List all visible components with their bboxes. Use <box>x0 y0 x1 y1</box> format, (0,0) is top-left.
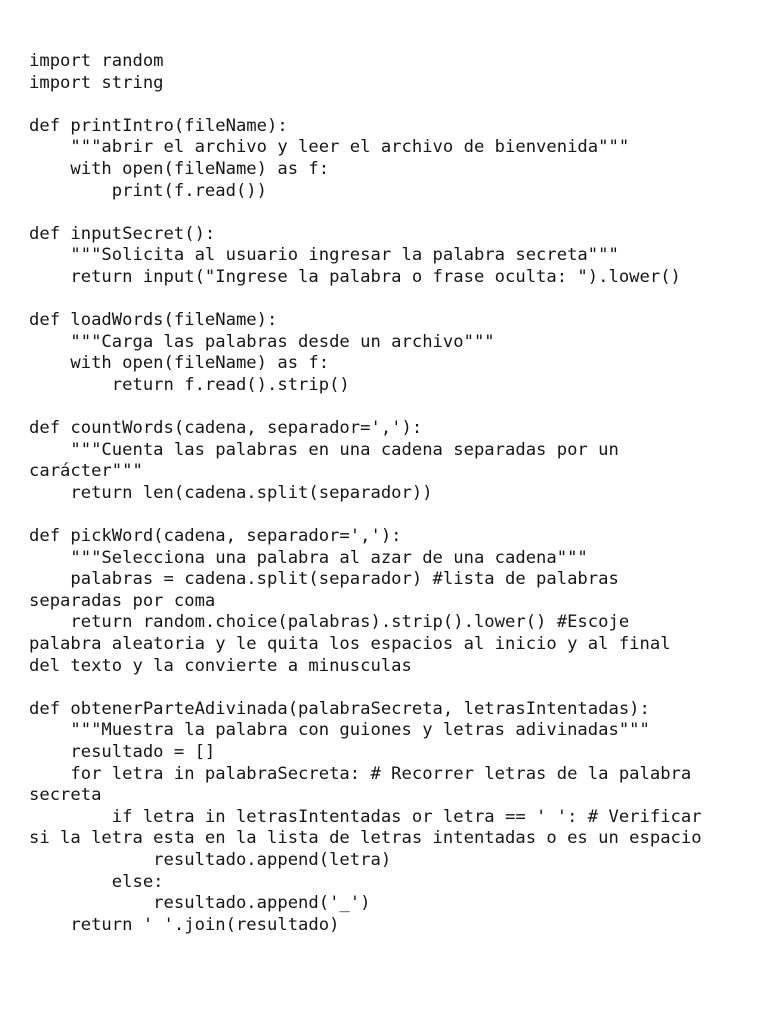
code-line: """Muestra la palabra con guiones y letras adivinadas""" <box>29 720 650 741</box>
code-listing <box>29 51 748 936</box>
code-line <box>29 202 748 224</box>
code-line: import random <box>29 51 164 71</box>
code-line <box>29 504 748 526</box>
code-line: return len(cadena.split(separador)) <box>29 482 433 503</box>
code-line: palabras = cadena.split(separador) #lista de palabras <box>29 569 619 590</box>
code-line: def printIntro(fileName): <box>29 115 288 136</box>
code-line: def obtenerParteAdivinada(palabraSecreta, letrasIntentadas): <box>29 698 650 719</box>
code-line: """Selecciona una palabra al azar de una cadena""" <box>29 547 588 568</box>
code-line: resultado = [] <box>29 742 216 762</box>
code-line: palabra aleatoria y le quita los espacios al inicio y al final <box>29 634 671 655</box>
code-line: with open(fileName) as f: <box>29 158 330 179</box>
code-line: def countWords(cadena, separador=','): <box>29 418 423 439</box>
code-line: separadas por coma <box>29 590 216 611</box>
code-line <box>29 289 748 311</box>
code-line <box>29 397 748 419</box>
code-line: if letra in letrasIntentadas or letra == ' ': # Verificar <box>29 806 702 827</box>
code-line: for letra in palabraSecreta: # Recorrer letras de la palabra <box>29 763 692 784</box>
code-line: si la letra esta en la lista de letras intentadas o es un espacio <box>29 828 702 849</box>
code-line <box>29 94 748 116</box>
code-line: """Cuenta las palabras en una cadena separadas por un <box>29 439 619 460</box>
code-line: resultado.append(letra) <box>29 849 392 870</box>
code-line: carácter""" <box>29 461 143 482</box>
code-line: return ' '.join(resultado) <box>29 914 340 935</box>
code-line: secreta <box>29 785 102 806</box>
code-line: else: <box>29 871 164 892</box>
code-line: """Solicita al usuario ingresar la palabra secreta""" <box>29 245 619 266</box>
code-line: """abrir el archivo y leer el archivo de bienvenida""" <box>29 137 630 158</box>
code-line: with open(fileName) as f: <box>29 353 330 374</box>
code-line: return random.choice(palabras).strip().lower() #Escoje <box>29 612 630 633</box>
code-line: return f.read().strip() <box>29 374 350 395</box>
code-line <box>29 677 748 699</box>
code-line: del texto y la convierte a minusculas <box>29 655 412 676</box>
code-line: print(f.read()) <box>29 180 267 201</box>
code-line: def pickWord(cadena, separador=','): <box>29 526 402 547</box>
code-line: def loadWords(fileName): <box>29 310 278 331</box>
code-line: resultado.append('_') <box>29 893 371 914</box>
code-line: import string <box>29 72 164 93</box>
code-line: def inputSecret(): <box>29 223 216 244</box>
code-line: """Carga las palabras desde un archivo""" <box>29 331 495 352</box>
code-line: return input("Ingrese la palabra o frase oculta: ").lower() <box>29 266 681 287</box>
